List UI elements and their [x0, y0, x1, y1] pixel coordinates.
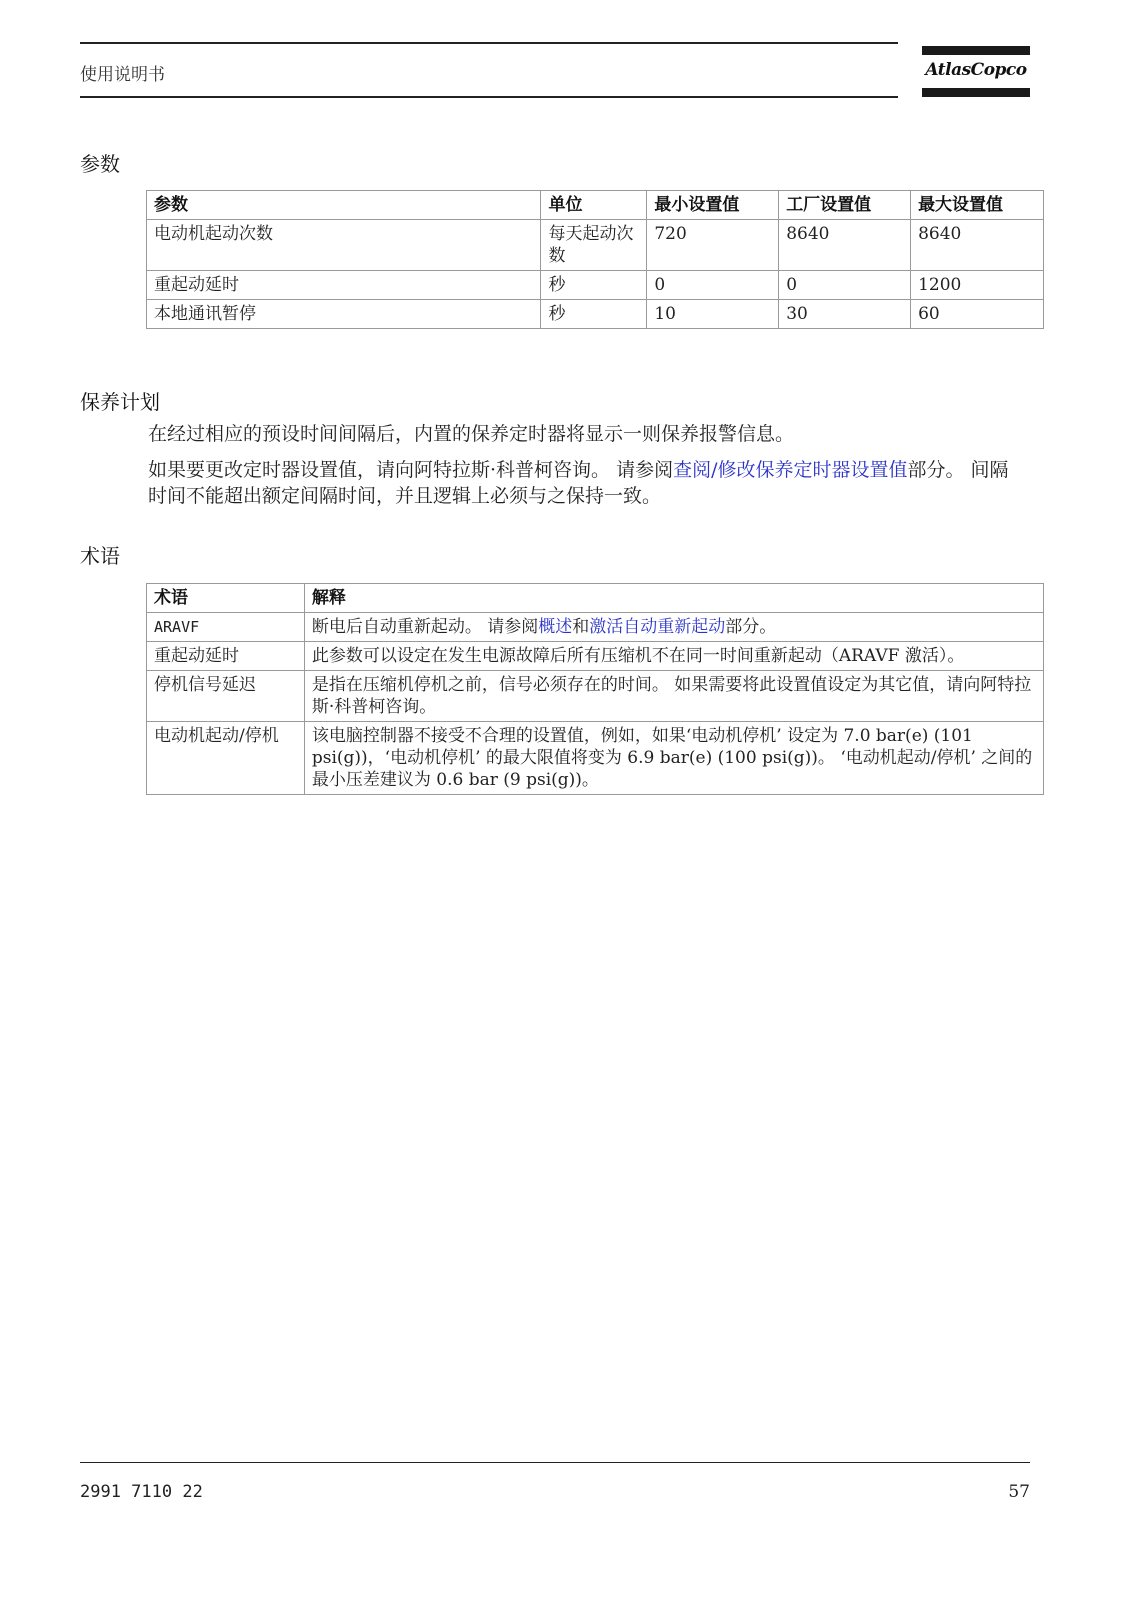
definition-text: 和 [572, 617, 590, 637]
table-row [147, 220, 1044, 271]
logo-bar-bottom [922, 88, 1030, 97]
definition-cell: 该电脑控制器不接受不合理的设置值，例如，如果‘电动机停机’ 设定为 7.0 bar(e) (101 psi(g))，‘电动机停机’ 的最大限值将变为 6.9 bar(e) (100 psi(g))。 ‘电动机起动/停机’ 之间的最小压差建议为 0.6 bar (9 psi(g))。 [304, 722, 1043, 795]
params-header-cell: 单位 [541, 191, 647, 220]
definition-text: 断电后自动重新起动。 请参阅 [311, 617, 539, 637]
section-title-params: 参数 [80, 152, 120, 176]
link-activate-auto-restart[interactable]: 激活自动重新起动 [589, 617, 726, 637]
logo-text: AtlasCopco [925, 60, 1027, 80]
params-cell: 每天起动次数 [541, 220, 647, 271]
params-table [146, 190, 1044, 329]
table-row [147, 722, 1044, 795]
header-rule-top [80, 42, 898, 44]
maintenance-paragraph-1: 在经过相应的预设时间间隔后，内置的保养定时器将显示一则保养报警信息。 [148, 423, 795, 445]
footer-rule [80, 1462, 1030, 1463]
term-cell: 重起动延时 [147, 642, 305, 671]
params-header-cell: 最大设置值 [911, 191, 1044, 220]
params-cell: 秒 [541, 300, 647, 329]
logo-bar-top [922, 46, 1030, 55]
document-title: 使用说明书 [80, 65, 165, 85]
maintenance-paragraph-2 [148, 457, 1018, 509]
definition-cell: 此参数可以设定在发生电源故障后所有压缩机不在同一时间重新起动（ARAVF 激活）。 [304, 642, 1043, 671]
params-cell: 8640 [779, 220, 911, 271]
section-title-maintenance: 保养计划 [80, 390, 160, 414]
definition-text: 部分。 [725, 617, 777, 637]
term-cell: ARAVF [147, 613, 305, 642]
params-cell: 重起动延时 [147, 271, 541, 300]
page-number: 57 [1008, 1482, 1030, 1502]
params-cell: 0 [647, 271, 779, 300]
table-row [147, 671, 1044, 722]
atlas-copco-logo [922, 46, 1030, 100]
table-row [147, 642, 1044, 671]
terms-header-cell: 解释 [304, 584, 1043, 613]
params-header-cell: 工厂设置值 [779, 191, 911, 220]
table-row [147, 300, 1044, 329]
params-cell: 电动机起动次数 [147, 220, 541, 271]
params-cell: 本地通讯暂停 [147, 300, 541, 329]
definition-cell [304, 613, 1043, 642]
params-cell: 0 [779, 271, 911, 300]
maintenance-text: 部分。 间隔时间不能超出额定间隔时间，并且逻辑上必须与之保持一致。 [148, 459, 1009, 507]
link-overview[interactable]: 概述 [538, 617, 573, 637]
table-row [147, 271, 1044, 300]
params-header-cell: 最小设置值 [647, 191, 779, 220]
params-cell: 1200 [911, 271, 1044, 300]
terms-table [146, 583, 1044, 795]
table-row [147, 613, 1044, 642]
section-title-terms: 术语 [80, 544, 120, 568]
params-cell: 8640 [911, 220, 1044, 271]
params-header-cell: 参数 [147, 191, 541, 220]
params-table-header-row [147, 191, 1044, 220]
terms-header-cell: 术语 [147, 584, 305, 613]
params-cell: 720 [647, 220, 779, 271]
params-cell: 10 [647, 300, 779, 329]
link-maintenance-timer[interactable]: 查阅/修改保养定时器设置值 [673, 459, 908, 481]
terms-table-header-row [147, 584, 1044, 613]
definition-cell: 是指在压缩机停机之前，信号必须存在的时间。 如果需要将此设置值设定为其它值，请向阿特拉斯·科普柯咨询。 [304, 671, 1043, 722]
term-cell: 停机信号延迟 [147, 671, 305, 722]
params-cell: 60 [911, 300, 1044, 329]
params-cell: 30 [779, 300, 911, 329]
header-rule-bottom [80, 96, 898, 98]
maintenance-text: 如果要更改定时器设置值，请向阿特拉斯·科普柯咨询。 请参阅 [148, 459, 674, 481]
params-cell: 秒 [541, 271, 647, 300]
term-cell: 电动机起动/停机 [147, 722, 305, 795]
document-number: 2991 7110 22 [80, 1482, 203, 1502]
